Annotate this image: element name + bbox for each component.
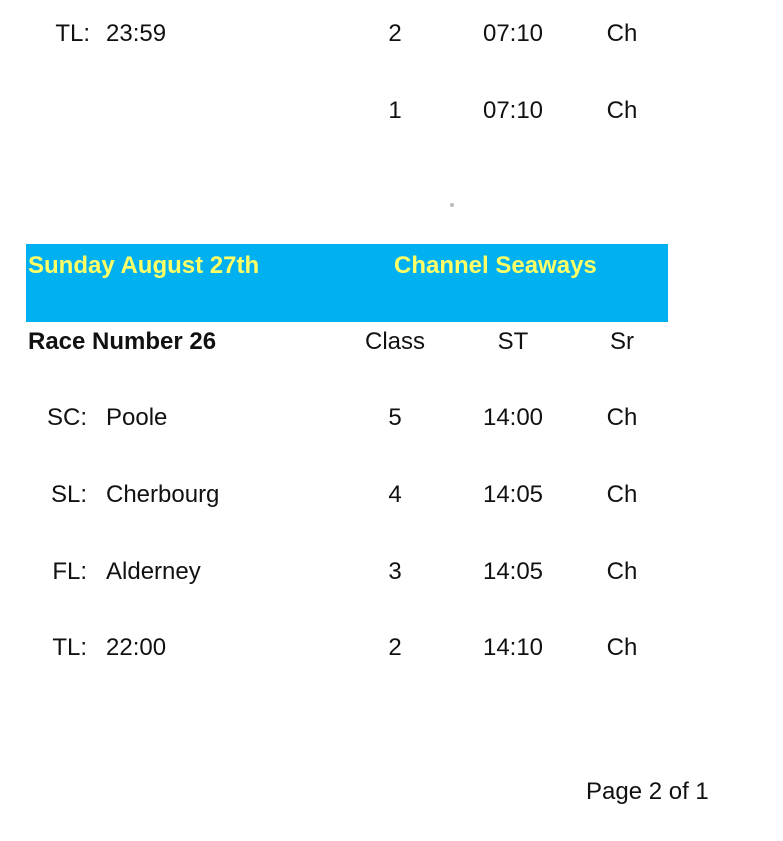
row-start-time: 14:00 — [482, 404, 544, 431]
row-start-time: 14:10 — [482, 634, 544, 661]
row-label: TL: — [52, 634, 87, 661]
row-series: Ch — [606, 481, 638, 508]
header-start-time: ST — [497, 328, 529, 355]
race-date: Sunday August 27th — [28, 252, 260, 279]
date-banner — [26, 244, 668, 322]
row-start-time: 14:05 — [482, 481, 544, 508]
row-label: FL: — [52, 558, 87, 585]
row-start-time: 07:10 — [482, 97, 544, 124]
row-class: 5 — [388, 404, 402, 431]
stray-mark — [450, 203, 454, 207]
page-number: Page 2 of 1 — [586, 778, 709, 805]
row-value: Cherbourg — [106, 481, 220, 508]
row-value: 22:00 — [106, 634, 167, 661]
row-series: Ch — [606, 634, 638, 661]
row-class: 1 — [388, 97, 402, 124]
row-class: 3 — [388, 558, 402, 585]
row-start-time: 14:05 — [482, 558, 544, 585]
row-value: Poole — [106, 404, 168, 431]
row-class: 2 — [388, 634, 402, 661]
row-label: SC: — [46, 404, 87, 431]
race-title: Race Number 26 — [28, 328, 217, 355]
header-class: Class — [365, 328, 426, 355]
header-series: Sr — [610, 328, 634, 355]
row-series: Ch — [606, 20, 638, 47]
row-label: TL: — [55, 20, 90, 47]
row-series: Ch — [606, 404, 638, 431]
row-series: Ch — [606, 558, 638, 585]
row-value: Alderney — [106, 558, 201, 585]
row-class: 2 — [388, 20, 402, 47]
row-series: Ch — [606, 97, 638, 124]
row-value: 23:59 — [106, 20, 167, 47]
row-label: SL: — [50, 481, 87, 508]
sponsor-name: Channel Seaways — [394, 252, 597, 279]
row-class: 4 — [388, 481, 402, 508]
row-start-time: 07:10 — [482, 20, 544, 47]
